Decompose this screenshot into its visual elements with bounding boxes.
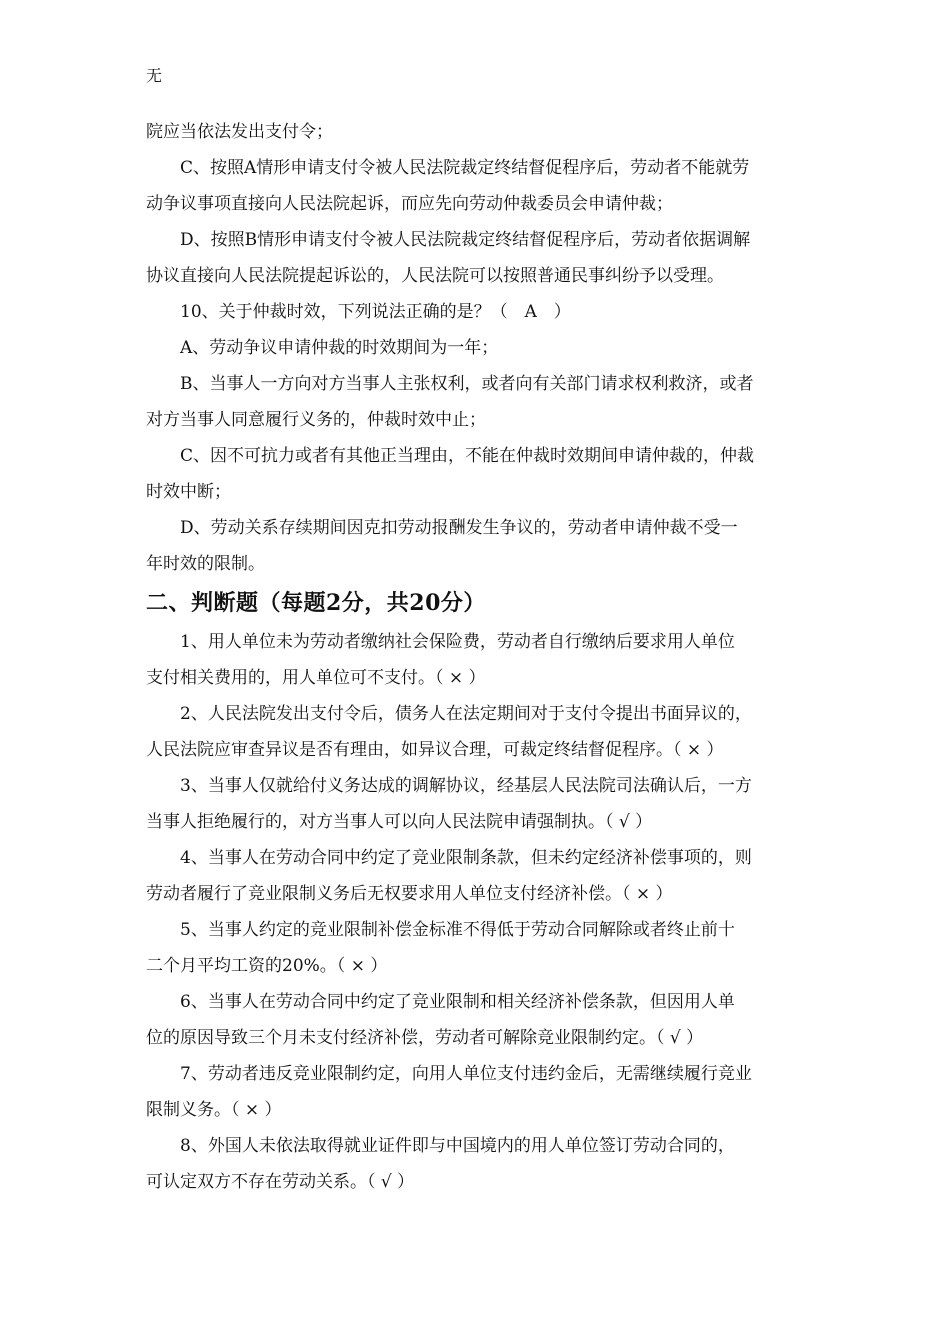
- section-title: 二、判断题（每题2分，共20分）: [146, 590, 486, 616]
- text-line: A、劳动争议申请仲裁的时效期间为一年；: [180, 338, 499, 358]
- text-line: 5、当事人约定的竞业限制补偿金标准不得低于劳动合同解除或者终止前十: [180, 920, 735, 940]
- text-line: 院应当依法发出支付令；: [146, 122, 333, 142]
- text-line: C、按照A情形申请支付令被人民法院裁定终结督促程序后，劳动者不能就劳: [180, 158, 750, 178]
- text-line: 人民法院应审查异议是否有理由，如异议合理，可裁定终结督促程序。（ × ）: [146, 740, 724, 760]
- text-line: 1、用人单位未为劳动者缴纳社会保险费，劳动者自行缴纳后要求用人单位: [180, 632, 735, 652]
- text-line: 年时效的限制。: [146, 554, 265, 574]
- text-line: D、劳动关系存续期间因克扣劳动报酬发生争议的，劳动者申请仲裁不受一: [180, 518, 738, 538]
- text-line: 协议直接向人民法院提起诉讼的，人民法院可以按照普通民事纠纷予以受理。: [146, 266, 724, 286]
- text-line: 6、当事人在劳动合同中约定了竞业限制和相关经济补偿条款，但因用人单: [180, 992, 735, 1012]
- text-line: 二个月平均工资的20%。（ × ）: [146, 956, 388, 976]
- text-line: B、当事人一方向对方当事人主张权利，或者向有关部门请求权利救济，或者: [180, 374, 754, 394]
- text-line: 时效中断；: [146, 482, 231, 502]
- text-line: 8、外国人未依法取得就业证件即与中国境内的用人单位签订劳动合同的，: [180, 1136, 735, 1156]
- text-line: 4、当事人在劳动合同中约定了竞业限制条款，但未约定经济补偿事项的，则: [180, 848, 752, 868]
- text-line: D、按照B情形申请支付令被人民法院裁定终结督促程序后，劳动者依据调解: [180, 230, 751, 250]
- text-line: 位的原因导致三个月未支付经济补偿，劳动者可解除竞业限制约定。（ √ ）: [146, 1028, 704, 1048]
- text-line: 2、人民法院发出支付令后，债务人在法定期间对于支付令提出书面异议的，: [180, 704, 752, 724]
- text-line: 对方当事人同意履行义务的，仲裁时效中止；: [146, 410, 486, 430]
- text-line: 10、关于仲裁时效，下列说法正确的是？（ A ）: [180, 302, 571, 322]
- text-line: 支付相关费用的，用人单位可不支付。（ × ）: [146, 668, 486, 688]
- text-line: C、因不可抗力或者有其他正当理由，不能在仲裁时效期间申请仲裁的，仲裁: [180, 446, 755, 466]
- text-line: 限制义务。（ × ）: [146, 1100, 282, 1120]
- text-line: 可认定双方不存在劳动关系。（ √ ）: [146, 1172, 415, 1192]
- text-line: 劳动者履行了竞业限制义务后无权要求用人单位支付经济补偿。（ × ）: [146, 884, 673, 904]
- choice-questions-continued: [146, 114, 812, 582]
- text-line: 7、劳动者违反竞业限制约定，向用人单位支付违约金后，无需继续履行竞业: [180, 1064, 752, 1084]
- true-false-questions: [146, 624, 812, 1200]
- text-line: 当事人拒绝履行的，对方当事人可以向人民法院申请强制执。（ √ ）: [146, 812, 653, 832]
- text-line: 动争议事项直接向人民法院起诉，而应先向劳动仲裁委员会申请仲裁；: [146, 194, 673, 214]
- page-header: 无: [146, 66, 163, 85]
- text-line: 3、当事人仅就给付义务达成的调解协议，经基层人民法院司法确认后，一方: [180, 776, 752, 796]
- document-body: [146, 114, 812, 1200]
